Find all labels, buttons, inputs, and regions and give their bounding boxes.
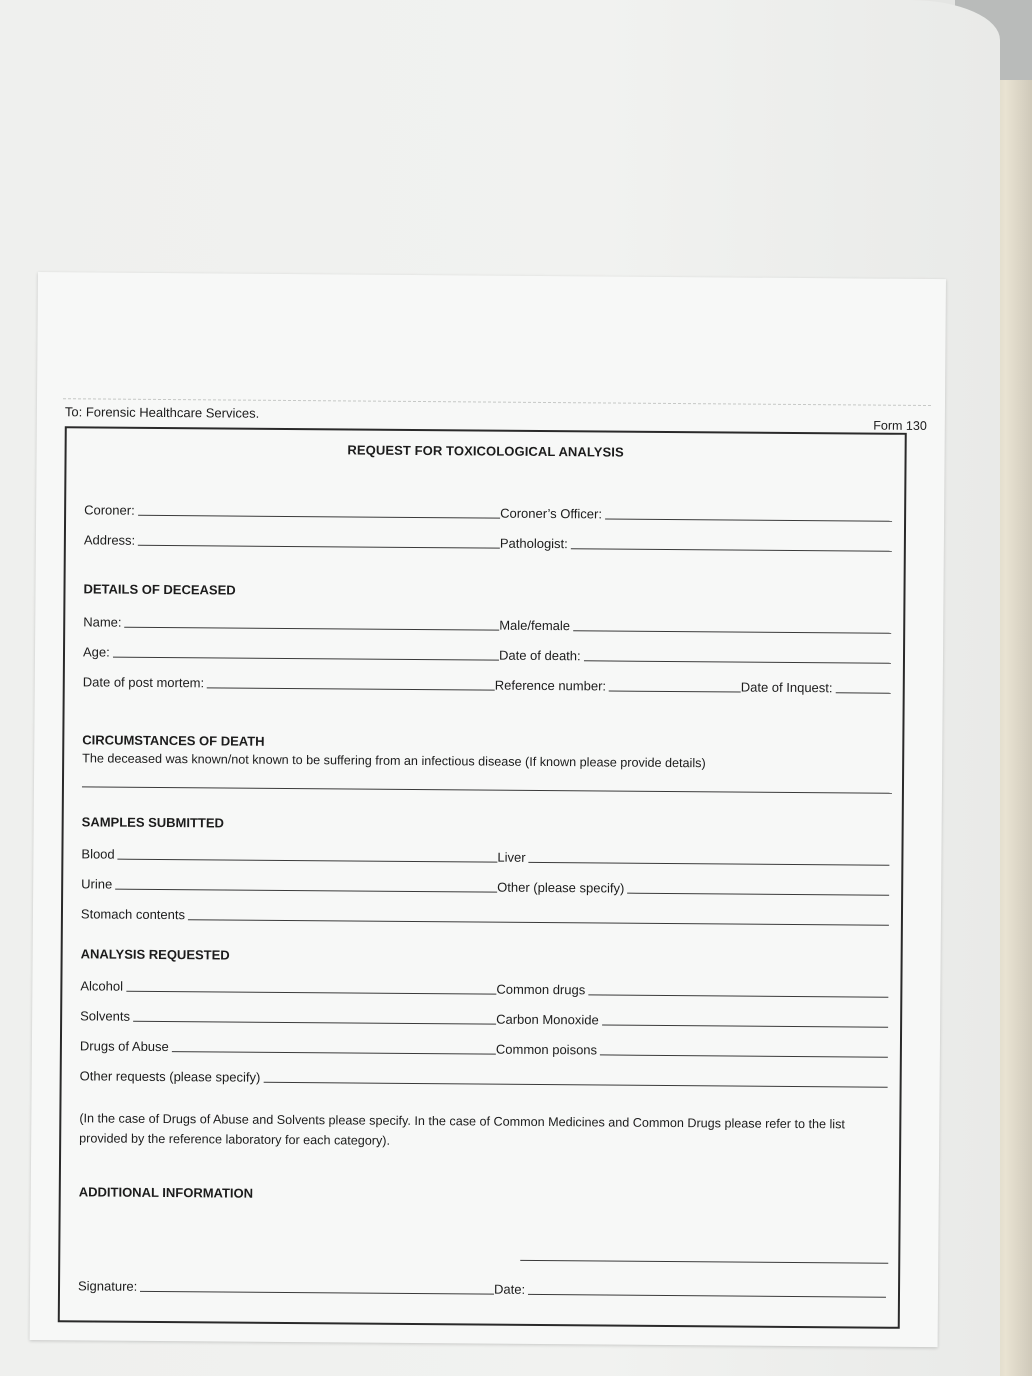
form-sheet	[30, 272, 946, 1347]
row-name	[83, 612, 891, 636]
row-age	[83, 642, 891, 666]
solvents-field[interactable]	[80, 1008, 496, 1027]
name-field[interactable]	[83, 614, 499, 633]
date-field[interactable]	[494, 1282, 886, 1301]
alcohol-field[interactable]	[80, 978, 496, 997]
circumstances-text: The deceased was known/not known to be suffering from an infectious disease (If known please provide details)	[82, 751, 706, 771]
form-number: Form 130	[873, 418, 927, 433]
additional-info-heading: ADDITIONAL INFORMATION	[78, 1184, 254, 1201]
liver-field[interactable]	[497, 850, 889, 869]
row-blood	[81, 844, 889, 868]
name-label: Name:	[83, 614, 122, 630]
alcohol-label: Alcohol	[80, 978, 124, 994]
pathologist-field[interactable]	[500, 536, 892, 555]
stomach-contents-field[interactable]	[81, 906, 889, 928]
date-of-death-label: Date of death:	[498, 647, 581, 664]
circumstances-heading: CIRCUMSTANCES OF DEATH	[82, 732, 265, 749]
other-sample-label: Other (please specify)	[497, 879, 625, 896]
row-urine	[81, 874, 889, 898]
reference-number-label: Reference number:	[494, 677, 607, 694]
date-of-death-field[interactable]	[499, 648, 891, 667]
signature-field[interactable]	[78, 1278, 494, 1297]
common-drugs-field[interactable]	[496, 982, 888, 1001]
other-requests-label: Other requests (please specify)	[79, 1068, 261, 1085]
solvents-label: Solvents	[80, 1008, 131, 1024]
other-sample-field[interactable]	[497, 880, 889, 899]
deceased-heading: DETAILS OF DECEASED	[83, 581, 236, 598]
pathologist-label: Pathologist:	[499, 535, 568, 552]
row-solvents	[80, 1006, 888, 1030]
analysis-note: (In the case of Drugs of Abuse and Solvents please specify. In the case of Common Medicines and Common Drugs please refer to the list provided by the reference laboratory for each category).	[79, 1111, 845, 1148]
date-of-inquest-field[interactable]	[741, 680, 891, 697]
date-post-mortem-label: Date of post mortem:	[82, 674, 205, 691]
male-female-field[interactable]	[499, 618, 891, 637]
row-signature	[78, 1276, 886, 1300]
coroners-officer-label: Coroner’s Officer:	[500, 505, 603, 522]
coroner-field[interactable]	[84, 502, 500, 521]
form-title: REQUEST FOR TOXICOLOGICAL ANALYSIS	[347, 442, 624, 460]
common-poisons-field[interactable]	[496, 1042, 888, 1061]
row-stomach	[81, 904, 889, 928]
liver-label: Liver	[497, 849, 526, 865]
circumstances-details-line[interactable]	[82, 786, 892, 793]
signature-label: Signature:	[77, 1278, 138, 1294]
form-box	[58, 426, 907, 1329]
drugs-of-abuse-field[interactable]	[80, 1038, 496, 1057]
address-label: Address:	[83, 532, 136, 548]
addressee: To: Forensic Healthcare Services.	[64, 404, 260, 421]
stomach-contents-label: Stomach contents	[80, 906, 186, 923]
blood-label: Blood	[81, 846, 115, 862]
age-field[interactable]	[83, 644, 499, 663]
address-field[interactable]	[84, 532, 500, 551]
analysis-heading: ANALYSIS REQUESTED	[80, 946, 230, 963]
row-alcohol	[80, 976, 888, 1000]
blood-field[interactable]	[81, 846, 497, 865]
reference-number-field[interactable]	[495, 678, 741, 696]
carbon-monoxide-label: Carbon Monoxide	[496, 1011, 599, 1028]
row-coroner	[84, 500, 892, 524]
other-requests-field[interactable]	[80, 1068, 888, 1090]
row-drugs-of-abuse	[80, 1036, 888, 1060]
male-female-label: Male/female	[499, 617, 571, 634]
coroners-officer-field[interactable]	[500, 506, 892, 525]
row-other-requests	[80, 1066, 888, 1090]
additional-info-line[interactable]	[520, 1260, 888, 1264]
date-label: Date:	[493, 1281, 526, 1297]
common-poisons-label: Common poisons	[495, 1041, 598, 1058]
coroner-label: Coroner:	[84, 502, 135, 518]
date-post-mortem-field[interactable]	[83, 674, 495, 693]
common-drugs-label: Common drugs	[496, 981, 586, 998]
row-post-mortem	[83, 672, 891, 696]
carbon-monoxide-field[interactable]	[496, 1012, 888, 1031]
age-label: Age:	[82, 644, 110, 660]
urine-field[interactable]	[81, 876, 497, 895]
row-address	[84, 530, 892, 554]
samples-heading: SAMPLES SUBMITTED	[81, 814, 225, 831]
date-of-inquest-label: Date of Inquest:	[740, 679, 833, 696]
drugs-of-abuse-label: Drugs of Abuse	[79, 1038, 169, 1055]
urine-label: Urine	[81, 876, 113, 892]
